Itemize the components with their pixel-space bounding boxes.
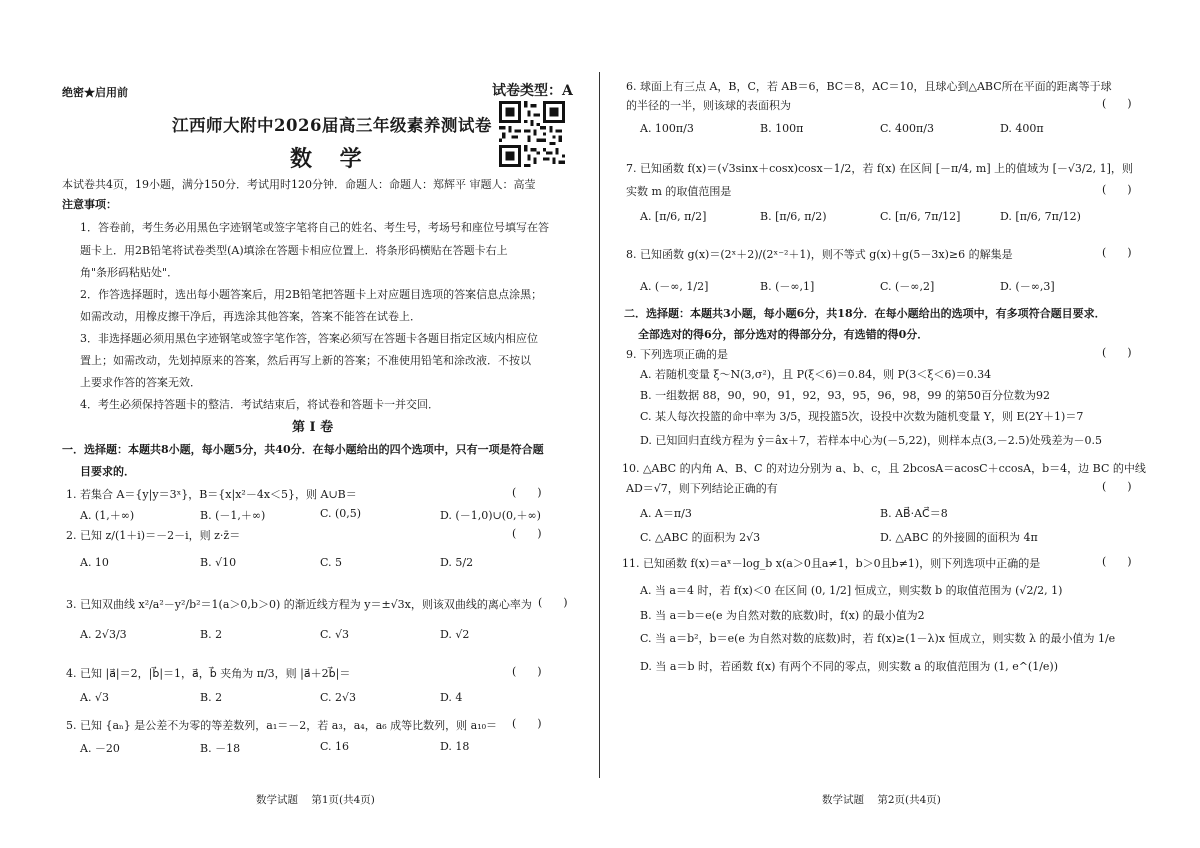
paper-type: 试卷类型：A bbox=[492, 83, 573, 99]
question-8-option-d: D. (－∞,3] bbox=[1000, 280, 1055, 293]
question-2-option-c: C. 5 bbox=[320, 556, 343, 569]
question-8-option-a: A. (－∞, 1/2] bbox=[640, 280, 709, 293]
question-7-option-b: B. [π/6, π/2) bbox=[760, 210, 827, 223]
question-2-option-a: A. 10 bbox=[80, 556, 109, 569]
exam-title: 江西师大附中2026届高三年级素养测试卷 bbox=[172, 116, 492, 135]
question-7-stem-cont: 实数 m 的取值范围是 bbox=[626, 185, 732, 198]
question-5-option-d: D. 18 bbox=[440, 740, 470, 753]
page-footer: 数学试题 第1页(共4页) bbox=[256, 794, 375, 806]
question-11-option-c: C. 当 a＝b²，b＝e(e 为自然对数的底数)时，若 f(x)≥(1－λ)x 恒成立，则实数 λ 的最小值为 1/e bbox=[640, 632, 1116, 645]
question-10-option-b: B. AB⃗·AC⃗＝8 bbox=[880, 507, 948, 520]
notice-title: 注意事项： bbox=[62, 198, 117, 211]
question-1-stem: 1. 若集合 A＝{y|y＝3ˣ}，B＝{x|x²－4x＜5}，则 A∪B＝ bbox=[66, 488, 357, 501]
answer-blank: ( ) bbox=[1102, 246, 1132, 259]
notice-line: 2．作答选择题时，选出每小题答案后，用2B铅笔把答题卡上对应题目选项的答案信息点涂黑； bbox=[80, 288, 543, 301]
question-10-stem: 10. △ABC 的内角 A、B、C 的对边分别为 a、b、c，且 2bcosA＝acosC＋ccosA，b＝4，边 BC 的中线 bbox=[622, 462, 1146, 475]
question-2-option-b: B. √10 bbox=[200, 556, 237, 569]
question-3-option-d: D. √2 bbox=[440, 628, 470, 641]
answer-blank: ( ) bbox=[1102, 346, 1132, 359]
question-2-option-d: D. 5/2 bbox=[440, 556, 474, 569]
page-2 bbox=[602, 0, 1200, 848]
question-4-option-d: D. 4 bbox=[440, 691, 463, 704]
question-8-stem: 8. 已知函数 g(x)＝(2ˣ＋2)/(2ˣ⁻²＋1)，则不等式 g(x)＋g(5－3x)≥6 的解集是 bbox=[626, 248, 1013, 261]
question-9-option-b: B. 一组数据 88，90，90，91，92，93，95，96，98，99 的第50百分位数为92 bbox=[640, 389, 1051, 402]
section-2-heading: 二．选择题：本题共3小题，每小题6分，共18分．在每小题给出的选项中，有多项符合题目要求． bbox=[624, 307, 1106, 320]
question-4-option-c: C. 2√3 bbox=[320, 691, 357, 704]
answer-blank: ( ) bbox=[1102, 555, 1132, 568]
question-1-option-c: C. (0,5) bbox=[320, 507, 362, 520]
notice-line: 上要求作答的答案无效． bbox=[80, 376, 201, 389]
notice-line: 置上；如需改动，先划掉原来的答案，然后再写上新的答案；不准使用铅笔和涂改液．不按以 bbox=[80, 354, 531, 367]
question-11-stem: 11. 已知函数 f(x)＝aˣ－log_b x(a＞0且a≠1，b＞0且b≠1)，则下列选项中正确的是 bbox=[622, 557, 1041, 570]
question-3-stem: 3. 已知双曲线 x²/a²－y²/b²＝1(a＞0,b＞0) 的渐近线方程为 y＝±√3x，则该双曲线的离心率为 bbox=[66, 598, 532, 611]
answer-blank: ( ) bbox=[1102, 97, 1132, 110]
answer-blank: ( ) bbox=[512, 665, 542, 678]
question-7-option-c: C. [π/6, 7π/12] bbox=[880, 210, 961, 223]
notice-line: 题卡上．用2B铅笔将试卷类型(A)填涂在答题卡相应位置上．将条形码横贴在答题卡右上 bbox=[80, 244, 508, 257]
question-9-stem: 9. 下列选项正确的是 bbox=[626, 348, 728, 361]
question-8-option-c: C. (－∞,2] bbox=[880, 280, 935, 293]
answer-blank: ( ) bbox=[512, 486, 542, 499]
volume-title: 第 Ⅰ 卷 bbox=[292, 420, 334, 435]
question-6-option-d: D. 400π bbox=[1000, 122, 1044, 135]
question-4-option-b: B. 2 bbox=[200, 691, 223, 704]
question-7-option-a: A. [π/6, π/2] bbox=[640, 210, 707, 223]
answer-blank: ( ) bbox=[512, 527, 542, 540]
question-10-stem-cont: AD＝√7，则下列结论正确的有 bbox=[626, 482, 778, 495]
question-1-option-b: B. (－1,＋∞) bbox=[200, 509, 266, 522]
question-3-option-c: C. √3 bbox=[320, 628, 350, 641]
page-divider bbox=[599, 72, 600, 778]
question-6-stem: 6. 球面上有三点 A，B，C，若 AB＝6，BC＝8，AC＝10，且球心到△ABC所在平面的距离等于球 bbox=[626, 80, 1112, 93]
question-6-stem-cont: 的半径的一半，则该球的表面积为 bbox=[626, 99, 791, 112]
question-4-stem: 4. 已知 |a⃗|＝2，|b⃗|＝1，a⃗，b⃗ 夹角为 π/3，则 |a⃗＋2b⃗|＝ bbox=[66, 667, 351, 680]
question-3-option-a: A. 2√3/3 bbox=[80, 628, 127, 641]
question-1-option-a: A. (1,＋∞) bbox=[80, 509, 135, 522]
notice-line: 1．答卷前，考生务必用黑色字迹钢笔或签字笔将自己的姓名、考生号，考场号和座位号填写在答 bbox=[80, 221, 549, 234]
question-7-option-d: D. [π/6, 7π/12) bbox=[1000, 210, 1081, 223]
question-9-option-a: A. 若随机变量 ξ～N(3,σ²)，且 P(ξ＜6)＝0.84，则 P(3＜ξ＜6)＝0.34 bbox=[640, 368, 992, 381]
exam-info: 本试卷共4页，19小题，满分150分．考试用时120分钟．命题人：命题人：郑辉平 审题人：高莹 bbox=[62, 178, 536, 191]
question-7-stem: 7. 已知函数 f(x)＝(√3sinx＋cosx)cosx－1/2，若 f(x) 在区间 [－π/4, m] 上的值域为 [－√3/2, 1]，则 bbox=[626, 162, 1133, 175]
question-9-option-c: C. 某人每次投篮的命中率为 3/5，现投篮5次，设投中次数为随机变量 Y，则 E(2Y＋1)＝7 bbox=[640, 410, 1084, 423]
answer-blank: ( ) bbox=[1102, 480, 1132, 493]
question-3-option-b: B. 2 bbox=[200, 628, 223, 641]
question-8-option-b: B. (－∞,1] bbox=[760, 280, 815, 293]
answer-blank: ( ) bbox=[538, 596, 568, 609]
question-2-stem: 2. 已知 z/(1＋i)＝－2－i，则 z·z̄＝ bbox=[66, 529, 241, 542]
answer-blank: ( ) bbox=[1102, 183, 1132, 196]
question-10-option-a: A. A＝π/3 bbox=[640, 507, 692, 520]
question-11-option-a: A. 当 a＝4 时，若 f(x)＜0 在区间 (0, 1/2] 恒成立，则实数 b 的取值范围为 (√2/2, 1) bbox=[640, 584, 1063, 597]
notice-line: 3．非选择题必须用黑色字迹钢笔或签字笔作答，答案必须写在答题卡各题目指定区域内相应位 bbox=[80, 332, 538, 345]
question-5-option-c: C. 16 bbox=[320, 740, 350, 753]
question-6-option-b: B. 100π bbox=[760, 122, 804, 135]
secret-label: 绝密★启用前 bbox=[62, 86, 128, 99]
subject-title: 数 学 bbox=[290, 146, 372, 172]
question-5-option-b: B. －18 bbox=[200, 742, 241, 755]
question-4-option-a: A. √3 bbox=[80, 691, 109, 704]
question-10-option-c: C. △ABC 的面积为 2√3 bbox=[640, 531, 761, 544]
question-11-option-b: B. 当 a＝b＝e(e 为自然对数的底数)时，f(x) 的最小值为2 bbox=[640, 609, 925, 622]
notice-line: 角"条形码粘贴处"． bbox=[80, 266, 179, 279]
section-2-heading-cont: 全部选对的得6分，部分选对的得部分分，有选错的得0分． bbox=[638, 328, 929, 341]
question-5-option-a: A. －20 bbox=[80, 742, 120, 755]
section-1-heading-cont: 目要求的． bbox=[80, 465, 135, 478]
question-5-stem: 5. 已知 {aₙ} 是公差不为零的等差数列，a₁＝－2，若 a₃，a₄，a₆ 成等比数列，则 a₁₀＝ bbox=[66, 719, 498, 732]
qr-code-icon bbox=[499, 101, 565, 167]
question-6-option-a: A. 100π/3 bbox=[640, 122, 694, 135]
question-6-option-c: C. 400π/3 bbox=[880, 122, 934, 135]
answer-blank: ( ) bbox=[512, 717, 542, 730]
section-1-heading: 一．选择题：本题共8小题，每小题5分，共40分．在每小题给出的四个选项中，只有一项是符合题 bbox=[62, 443, 544, 456]
question-1-option-d: D. (－1,0)∪(0,＋∞) bbox=[440, 509, 541, 522]
question-10-option-d: D. △ABC 的外接圆的面积为 4π bbox=[880, 531, 1038, 544]
notice-line: 如需改动，用橡皮擦干净后，再选涂其他答案，答案不能答在试卷上． bbox=[80, 310, 421, 323]
question-11-option-d: D. 当 a＝b 时，若函数 f(x) 有两个不同的零点，则实数 a 的取值范围为 (1, e^(1/e)) bbox=[640, 660, 1059, 673]
page-footer: 数学试题 第2页(共4页) bbox=[822, 794, 941, 806]
notice-line: 4．考生必须保持答题卡的整洁．考试结束后，将试卷和答题卡一并交回． bbox=[80, 398, 439, 411]
question-9-option-d: D. 已知回归直线方程为 ŷ＝âx＋7，若样本中心为(－5,22)，则样本点(3,－2.5)处残差为－0.5 bbox=[640, 434, 1103, 447]
